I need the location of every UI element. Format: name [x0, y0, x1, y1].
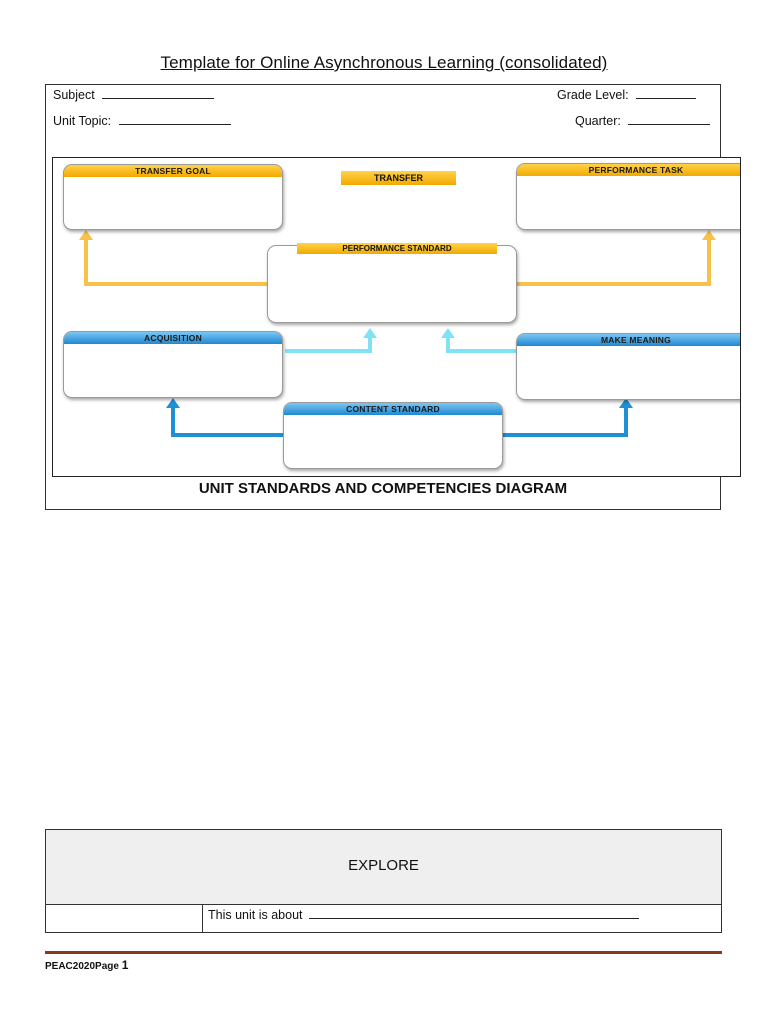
content-to-acquisition-arrow [173, 406, 283, 435]
subject-label: Subject [53, 88, 95, 102]
performance-task-arrowhead [702, 230, 716, 240]
meaning-to-standard-arrow [448, 336, 516, 351]
grade-level-label: Grade Level: [557, 88, 629, 102]
performance-task-header: PERFORMANCE TASK [517, 164, 741, 176]
make-meaning-header: MAKE MEANING [517, 334, 741, 346]
meaning-to-standard-arrowhead [441, 328, 455, 338]
grade-level-field[interactable] [557, 87, 696, 102]
grade-level-blank[interactable] [636, 87, 696, 99]
performance-standard-box[interactable] [267, 245, 517, 323]
transfer-goal-arrow [86, 238, 267, 284]
acquisition-header: ACQUISITION [64, 332, 282, 344]
acquisition-box[interactable] [63, 331, 283, 398]
standards-diagram [52, 157, 741, 477]
make-meaning-box[interactable] [516, 333, 741, 400]
quarter-label: Quarter: [575, 114, 621, 128]
performance-task-box[interactable] [516, 163, 741, 230]
explore-prompt-field[interactable] [208, 907, 639, 922]
subject-blank[interactable] [102, 87, 214, 99]
transfer-label: TRANSFER [341, 171, 456, 185]
footer-label: PEAC2020Page [45, 961, 119, 972]
page-title: Template for Online Asynchronous Learning (consolidated) [160, 53, 608, 72]
content-to-meaning-arrow [502, 406, 626, 435]
acquisition-to-standard-arrow [285, 336, 370, 351]
performance-task-arrow [516, 238, 709, 284]
unit-topic-label: Unit Topic: [53, 114, 112, 128]
diagram-caption: UNIT STANDARDS AND COMPETENCIES DIAGRAM [198, 480, 568, 497]
unit-topic-blank[interactable] [119, 113, 231, 125]
content-standard-box[interactable] [283, 402, 503, 469]
transfer-goal-box[interactable] [63, 164, 283, 230]
explore-table [45, 829, 722, 933]
subject-field[interactable] [53, 87, 214, 102]
page-number: 1 [121, 958, 129, 972]
footer-rule [45, 951, 722, 954]
quarter-blank[interactable] [628, 113, 710, 125]
explore-heading: EXPLORE [46, 830, 721, 905]
performance-standard-header: PERFORMANCE STANDARD [297, 243, 497, 254]
explore-left-cell[interactable] [46, 905, 203, 933]
transfer-goal-header: TRANSFER GOAL [64, 165, 282, 177]
content-standard-header: CONTENT STANDARD [284, 403, 502, 415]
explore-prompt: This unit is about [208, 908, 303, 922]
transfer-goal-arrowhead [79, 230, 93, 240]
unit-topic-field[interactable] [53, 113, 231, 128]
content-to-acquisition-arrowhead [166, 398, 180, 408]
acquisition-to-standard-arrowhead [363, 328, 377, 338]
quarter-field[interactable] [575, 113, 710, 128]
footer [45, 958, 128, 972]
explore-prompt-blank[interactable] [309, 907, 639, 919]
